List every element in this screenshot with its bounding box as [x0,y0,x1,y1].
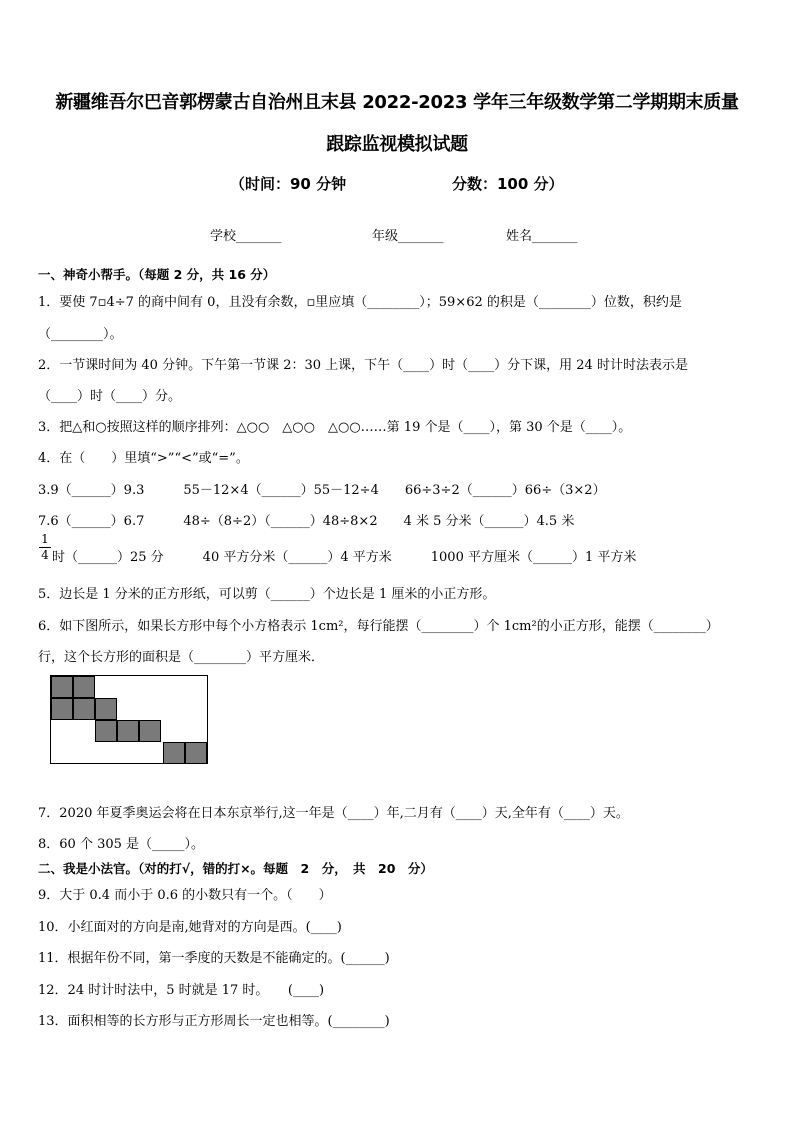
section-heading-1: 一、神奇小帮手。（每题 2 分，共 16 分） [38,267,276,282]
grid-square [163,742,185,764]
grid-square [95,698,117,720]
question-line: 10．小红面对的方向是南,她背对的方向是西。(____) [38,920,342,935]
grid-square [51,698,73,720]
grid-square [139,720,161,742]
question-line: 11．根据年份不同，第一季度的天数是不能确定的。(______) [38,951,390,966]
question-line: 8．60 个 305 是（_____）。 [38,837,205,852]
question-line: 5．边长是 1 分米的正方形纸，可以剪（______）个边长是 1 厘米的小正方形。 [38,587,496,602]
grid-square [73,676,95,698]
grid-square [73,698,95,720]
exam-time: （时间：90 分钟 [230,175,347,193]
fraction-numerator: 1 [41,532,49,546]
fraction-denominator: 4 [41,548,49,562]
question-line: 1．要使 7▫4÷7 的商中间有 0，且没有余数，▫里应填（________）；59×62 的积是（________）位数，积约是 [38,295,682,310]
title-line-2: 跟踪监视模拟试题 [326,134,468,155]
question-line: 3.9（______）9.3 55－12×4（______）55－12÷4 66÷3÷2（______）66÷（3×2） [38,483,606,498]
question-line: 9．大于 0.4 而小于 0.6 的小数只有一个。（ ） [38,888,332,903]
question-line: （________）。 [38,327,123,342]
school-field[interactable]: 学校_______ [210,229,282,244]
name-field[interactable]: 姓名_______ [506,229,578,244]
exam-score: 分数：100 分） [452,175,564,193]
rectangle-grid-figure [50,675,208,764]
question-line: 时（______）25 分 40 平方分米（______）4 平方米 1000 平方厘米（______）1 平方米 [52,550,637,565]
question-line: 7．2020 年夏季奥运会将在日本东京举行,这一年是（____）年,二月有（____）天,全年有（____）天。 [38,806,629,821]
grid-square [51,676,73,698]
grid-square [185,742,207,764]
grid-square [117,720,139,742]
question-line: 6．如下图所示，如果长方形中每个小方格表示 1cm²，每行能摆（________）个 1cm²的小正方形，能摆（________） [38,619,719,634]
question-line: 3．把△和○按照这样的顺序排列：△○○ △○○ △○○……第 19 个是（____），第 30 个是（____）。 [38,420,632,435]
grid-square [95,720,117,742]
question-line: 行，这个长方形的面积是（________）平方厘米． [38,650,325,665]
fraction-quarter [39,533,51,562]
title-line-1: 新疆维吾尔巴音郭楞蒙古自治州且末县 2022-2023 学年三年级数学第二学期期末质量 [55,92,739,113]
grade-field[interactable]: 年级_______ [372,229,444,244]
question-line: 7.6（______）6.7 48÷（8÷2）（______）48÷8×2 4 米 5 分米（______）4.5 米 [38,514,575,529]
section-heading-2: 二、我是小法官。（对的打√，错的打×。每题 2 分， 共 20 分） [38,861,433,876]
question-line: 13．面积相等的长方形与正方形周长一定也相等。(________) [38,1014,390,1029]
question-line: （____）时（____）分。 [38,389,182,404]
question-line: 12．24 时计时法中，5 时就是 17 时。 (____) [38,983,325,998]
question-line: 4．在（ ）里填“>”“<”或“=”。 [38,451,249,466]
question-line: 2．一节课时间为 40 分钟。下午第一节课 2：30 上课，下午（____）时（____）分下课，用 24 时计时法表示是 [38,358,688,373]
